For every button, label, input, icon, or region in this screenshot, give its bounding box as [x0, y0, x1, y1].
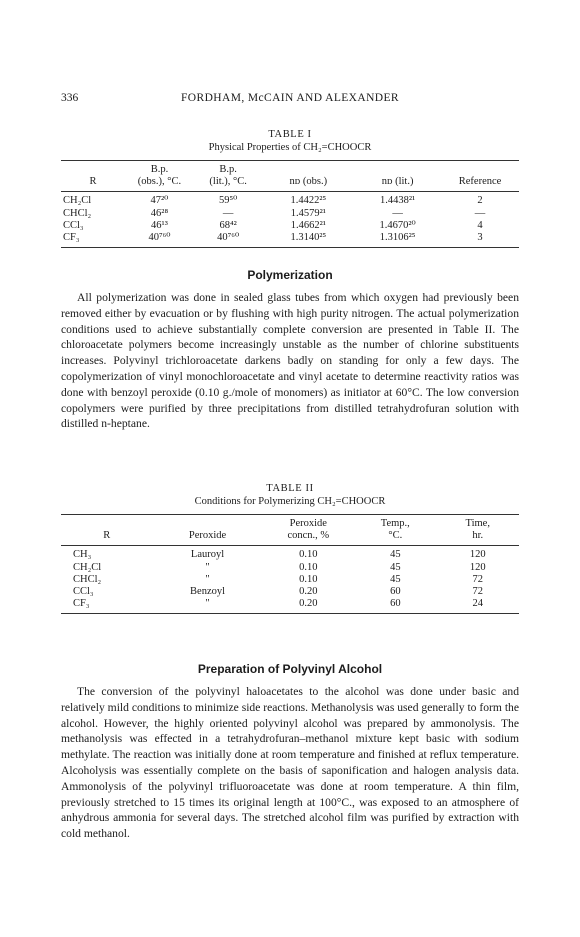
t1-header-r-blank	[61, 161, 125, 177]
t2-header-r: R	[61, 530, 153, 546]
t1-cell-bp-lit: —	[222, 207, 234, 219]
t1-cell-nd-obs: 1.4662²¹	[290, 219, 326, 231]
t2-cell-conc: 0.10	[299, 561, 318, 573]
t2-cell-time: 72	[472, 586, 484, 598]
t2-cell-temp: 45	[390, 549, 401, 561]
t2-cell-time: 120	[469, 561, 486, 573]
t1-cell-reference: 2	[477, 195, 483, 207]
t2-cell-peroxide: Lauroyl	[190, 549, 225, 561]
t1-cell-bp-obs: 47²⁰	[150, 195, 169, 207]
t2-cell-temp: 45	[390, 561, 401, 573]
t2-header-peroxide: Peroxide	[153, 530, 263, 546]
section-heading-polyvinyl-alcohol: Preparation of Polyvinyl Alcohol	[197, 662, 383, 676]
paragraph-polyvinyl-alcohol: The conversion of the polyvinyl haloacetates to the alcohol was done under basic and relatively mild conditions to minimize side reactions. Methanolysis was used generally to form the alcohol. However, the highly oriented polyvinyl alcohol was prepared by ammonolysis. The methanolysis was effected in a tetrahydrofuran–methanol mixture kept basic with sodium methylate. The reaction was initially done at room temperature and finished at reflux temperature. Alcoholysis was essentially complete on the basis of saponification and halogen analysis data. Ammonolysis of the polyvinyl trifluoroacetate was done at room temperature. A thin film, previously stretched to 15 times its original length at 100°C., was exposed to an atmosphere of anhydrous ammonia for several days. The stretched alcohol film was purified by extraction with cold methanol.	[61, 685, 519, 841]
t2-cell-r: CCl₃	[73, 586, 94, 598]
t2-header-temp-2: °C.	[354, 530, 436, 546]
t2-cell-time: 120	[469, 549, 486, 561]
t1-cell-bp-obs: 46²⁸	[150, 207, 169, 219]
t1-header-bp-lit-2: (lit.), °C.	[194, 176, 263, 192]
t1-header-nd-lit: nᴅ (lit.)	[354, 176, 441, 192]
t1-cell-r: CHCl₂	[63, 207, 92, 219]
table-row	[61, 208, 519, 220]
t1-cell-nd-lit: 1.3106²⁵	[354, 232, 441, 248]
t2-header-temp-1: Temp.,	[354, 515, 436, 531]
table-1	[61, 128, 519, 248]
t2-cell-time: 24	[437, 598, 519, 614]
table-1-number: TABLE I	[268, 129, 312, 140]
t1-cell-bp-lit: 40⁷⁶⁰	[194, 232, 263, 248]
t1-cell-reference: 3	[441, 232, 519, 248]
table-row	[61, 220, 519, 232]
t1-cell-bp-lit: 59⁵⁰	[218, 195, 238, 207]
table-2-title: Conditions for Polymerizing CH₂=CHOOCR	[194, 496, 386, 507]
section-heading-polymerization: Polymerization	[247, 268, 333, 282]
table-row	[61, 598, 519, 614]
t1-cell-nd-obs: 1.4579²¹	[290, 207, 326, 219]
t2-cell-r: CH₂Cl	[73, 561, 102, 573]
page-number: 336	[61, 92, 79, 104]
t1-cell-bp-obs: 40⁷⁶⁰	[125, 232, 194, 248]
table-1-title: Physical Properties of CH₂=CHOOCR	[208, 142, 372, 153]
table-1-grid	[61, 160, 519, 248]
t2-cell-temp: 60	[390, 586, 401, 598]
table-row	[61, 546, 519, 562]
table-2-grid	[61, 514, 519, 614]
table-row	[61, 192, 519, 208]
running-head: FORDHAM, McCAIN AND ALEXANDER	[181, 92, 399, 104]
t2-cell-conc: 0.20	[263, 598, 355, 614]
t2-cell-conc: 0.20	[299, 586, 318, 598]
page-header	[61, 92, 519, 108]
t1-cell-bp-lit: 68⁴²	[219, 219, 237, 231]
t1-cell-nd-lit: 1.4438²¹	[380, 195, 416, 207]
t2-cell-peroxide: "	[205, 573, 210, 585]
t1-header-reference: Reference	[441, 176, 519, 192]
t2-cell-peroxide: "	[205, 561, 210, 573]
t1-cell-reference: —	[474, 207, 486, 219]
t2-header-time-2: hr.	[437, 530, 519, 546]
t1-header-r: R	[61, 176, 125, 192]
table-2	[61, 482, 519, 614]
t2-header-time-1: Time,	[437, 515, 519, 531]
t1-cell-nd-obs: 1.3140²⁵	[262, 232, 354, 248]
table-2-number: TABLE II	[266, 483, 314, 494]
table-1-caption	[61, 128, 519, 154]
t2-cell-peroxide: Benzoyl	[190, 586, 226, 598]
t2-cell-conc: 0.10	[299, 573, 318, 585]
t2-cell-peroxide: "	[153, 598, 263, 614]
table-2-caption	[61, 482, 519, 508]
t1-cell-r: CF₃	[61, 232, 125, 248]
t1-cell-reference: 4	[477, 219, 483, 231]
t2-cell-r: CHCl₂	[73, 573, 102, 585]
table-row	[61, 586, 519, 598]
t1-header-nd-obs: nᴅ (obs.)	[262, 176, 354, 192]
t1-header-bp-lit-1: B.p.	[194, 161, 263, 177]
t1-cell-r: CH₂Cl	[63, 195, 92, 207]
t1-header-bp-obs-2: (obs.), °C.	[125, 176, 194, 192]
t2-cell-time: 72	[472, 573, 484, 585]
table-row	[61, 574, 519, 586]
t2-cell-r: CF₃	[61, 598, 153, 614]
paragraph-polymerization: All polymerization was done in sealed glass tubes from which oxygen had previously been removed either by evacuation or by flushing with high purity nitrogen. The actual polymerization conditions used to achieve substantially complete conversion are presented in Table II. The chloroacetate polymers become increasingly unstable as the number of chlorine substituents increases. Polyvinyl trichloroacetate darkens badly on standing for only a few days. The copolymerization of vinyl monochloroacetate and vinyl acetate to determine reactivity ratios was done with benzoyl peroxide (0.10 g./mole of monomers) as initiator at 60°C. The low conversion copolymers were purified by three precipitations from distilled tetrahydrofuran solution with distilled n-heptane.	[61, 291, 519, 431]
t2-cell-temp: 60	[354, 598, 436, 614]
t1-cell-nd-lit: 1.4670²⁰	[379, 219, 416, 231]
table-row	[61, 562, 519, 574]
t1-cell-bp-obs: 46¹³	[151, 219, 168, 231]
t1-cell-r: CCl₃	[63, 219, 84, 231]
t1-header-bp-obs-1: B.p.	[125, 161, 194, 177]
table-row	[61, 232, 519, 248]
t2-cell-temp: 45	[390, 573, 401, 585]
t1-cell-nd-obs: 1.4422²⁵	[290, 195, 327, 207]
t2-cell-conc: 0.10	[299, 549, 318, 561]
t2-cell-r: CH₃	[73, 549, 92, 561]
t1-cell-nd-lit: —	[392, 207, 403, 219]
t2-header-conc-1: Peroxide	[263, 515, 355, 531]
t2-header-conc-2: concn., %	[263, 530, 355, 546]
